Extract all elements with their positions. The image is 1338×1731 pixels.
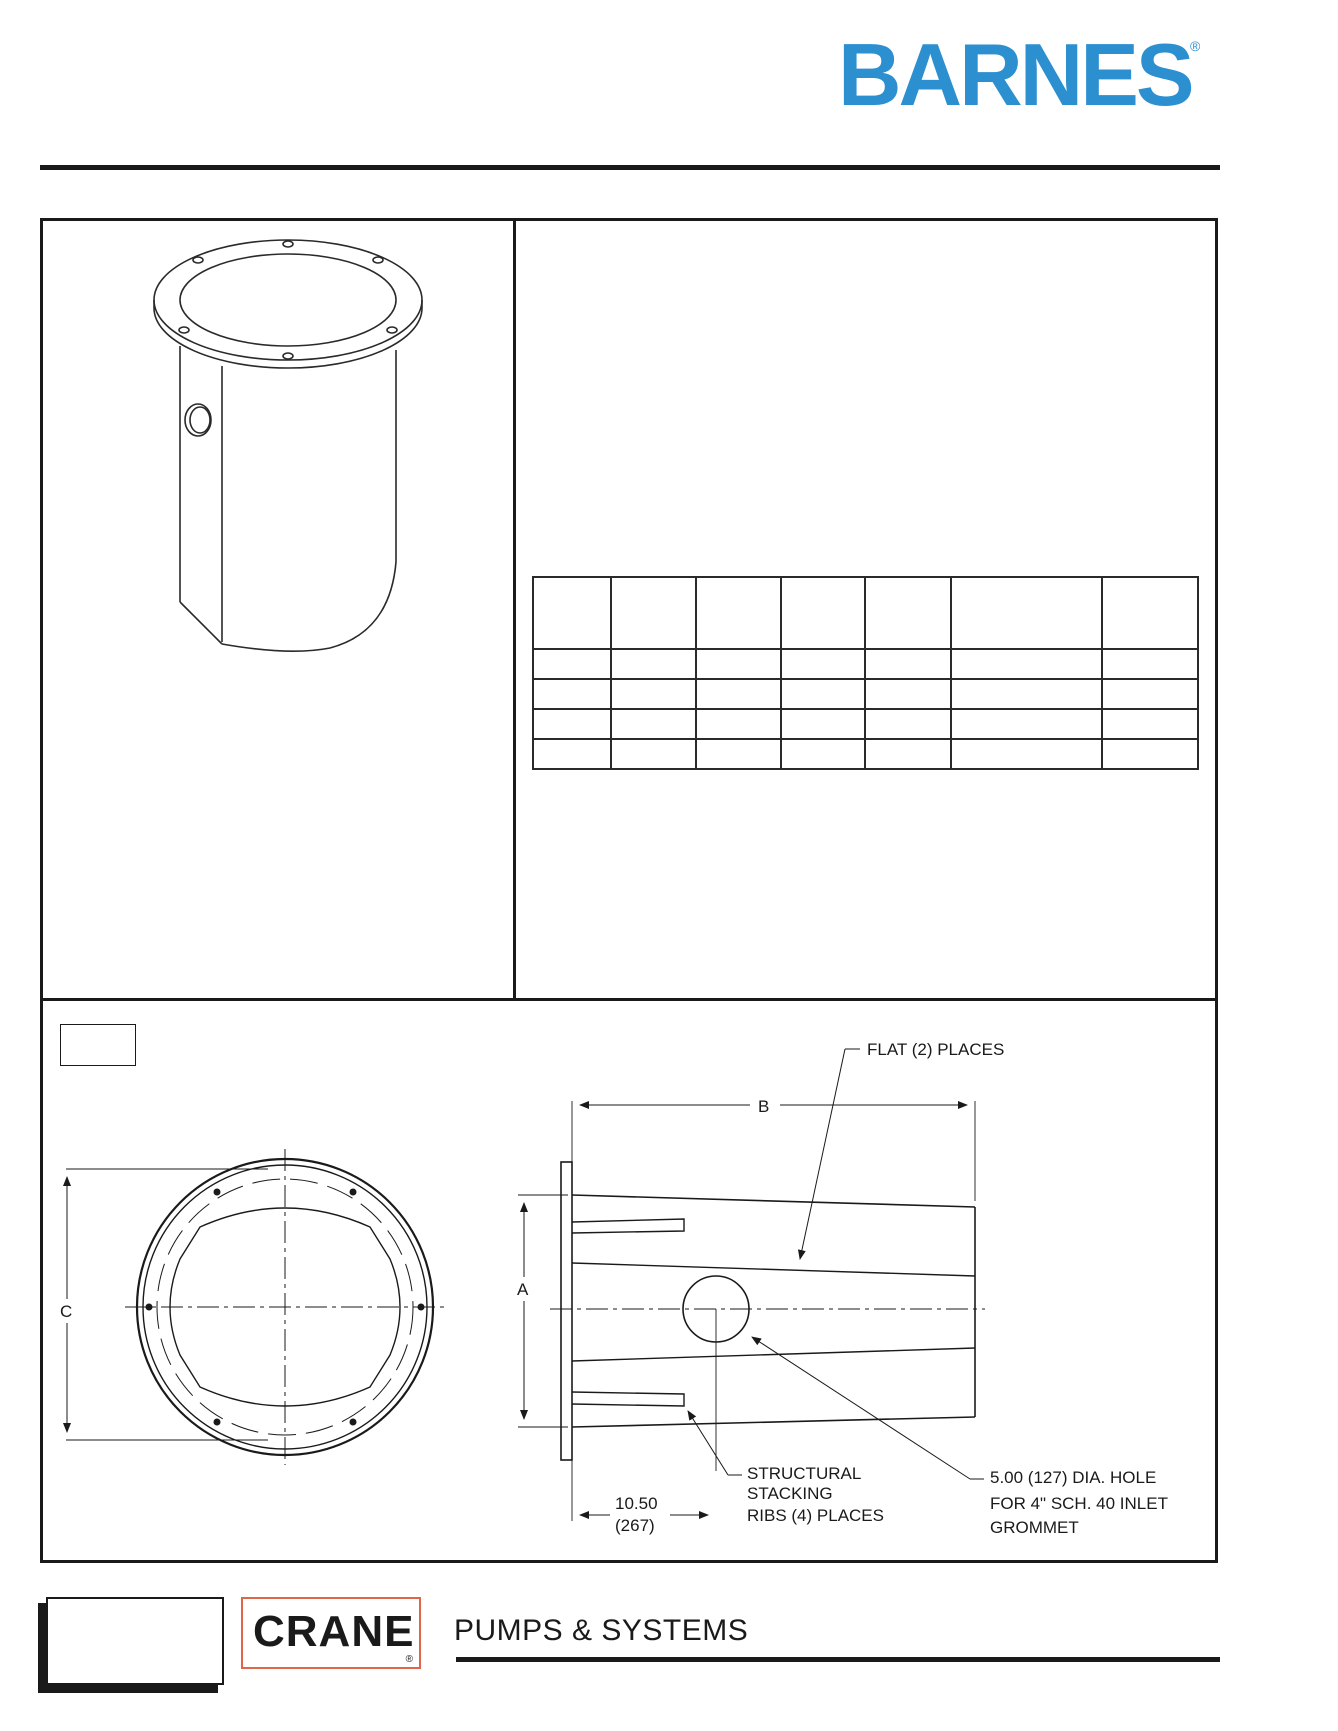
spec-table (532, 576, 1199, 770)
table-cell (1102, 649, 1198, 679)
table-cell (781, 739, 865, 769)
table-cell (951, 709, 1103, 739)
callout-ribs-line1: STRUCTURAL (747, 1464, 862, 1483)
table-cell (1102, 679, 1198, 709)
dim-b-label: B (758, 1097, 770, 1116)
footer-page-box (38, 1597, 224, 1693)
table-cell (951, 649, 1103, 679)
callout-ribs-line2: STACKING (747, 1484, 833, 1503)
table-cell (696, 649, 782, 679)
table-cell (865, 679, 951, 709)
table-cell (533, 739, 611, 769)
table-cell (696, 679, 782, 709)
table-header-cell (781, 577, 865, 649)
table-cell (611, 709, 696, 739)
table-row (533, 649, 1198, 679)
table-cell (1102, 739, 1198, 769)
callout-flat: FLAT (2) PLACES (867, 1040, 1005, 1059)
header-rule (40, 165, 1220, 170)
table-cell (611, 649, 696, 679)
callout-hole-line3: GROMMET (990, 1518, 1079, 1537)
footer-tagline: PUMPS & SYSTEMS (454, 1614, 749, 1647)
footer-rule (456, 1657, 1220, 1662)
table-cell (951, 739, 1103, 769)
crane-logo-name: CRANE (253, 1607, 415, 1656)
dim-c-label: C (60, 1302, 73, 1321)
table-cell (1102, 709, 1198, 739)
brand-name: BARNES (838, 25, 1192, 124)
table-header-row (533, 577, 1198, 649)
plan-view (66, 1149, 445, 1465)
dim-a-label: A (517, 1280, 529, 1299)
table-cell (533, 679, 611, 709)
table-header-cell (1102, 577, 1198, 649)
brand-registered-mark: ® (1190, 38, 1201, 54)
crane-registered-mark: ® (405, 1654, 413, 1665)
table-cell (696, 709, 782, 739)
table-header-cell (951, 577, 1103, 649)
table-cell (951, 679, 1103, 709)
table-cell (533, 649, 611, 679)
barnes-logo (838, 25, 1208, 124)
table-cell (611, 739, 696, 769)
crane-logo (241, 1597, 421, 1669)
table-header-cell (611, 577, 696, 649)
table-cell (533, 709, 611, 739)
spec-table-grid (532, 576, 1199, 770)
table-header-cell (533, 577, 611, 649)
callout-ribs-line3: RIBS (4) PLACES (747, 1506, 884, 1525)
callout-hole-line2: FOR 4" SCH. 40 INLET (990, 1494, 1168, 1513)
table-cell (781, 649, 865, 679)
panel-divider-vertical (513, 218, 516, 1000)
technical-drawing (40, 1001, 1218, 1563)
table-cell (865, 709, 951, 739)
table-cell (696, 739, 782, 769)
table-header-cell (696, 577, 782, 649)
table-cell (611, 679, 696, 709)
table-cell (781, 709, 865, 739)
table-cell (865, 649, 951, 679)
dim-flange-label: 10.50 (615, 1494, 658, 1513)
table-cell (781, 679, 865, 709)
table-row (533, 679, 1198, 709)
dim-flange-metric-label: (267) (615, 1516, 655, 1535)
footer-box-face (46, 1597, 224, 1685)
basin-isometric-icon (140, 232, 440, 672)
callout-hole-line1: 5.00 (127) DIA. HOLE (990, 1468, 1157, 1487)
table-row (533, 739, 1198, 769)
table-row (533, 709, 1198, 739)
table-cell (865, 739, 951, 769)
side-elevation (518, 1049, 985, 1521)
table-header-cell (865, 577, 951, 649)
